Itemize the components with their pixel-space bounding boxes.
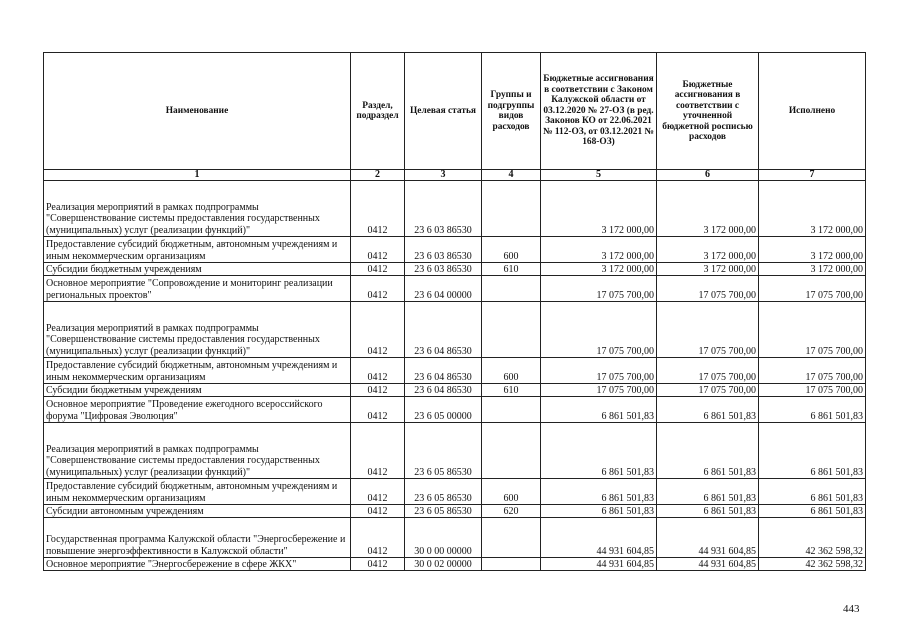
row-name: Реализация мероприятий в рамках подпрограммы "Совершенствование системы предоставления государственных (муниципальных) услуг (реализации функций)": [44, 302, 351, 358]
row-refined-amount: 3 172 000,00: [657, 237, 759, 263]
row-refined-amount: 6 861 501,83: [657, 423, 759, 479]
row-executed-amount: 6 861 501,83: [759, 397, 866, 423]
row-refined-amount: 6 861 501,83: [657, 397, 759, 423]
table-row: [44, 263, 866, 276]
row-law-amount: 6 861 501,83: [541, 479, 657, 505]
table-row: [44, 358, 866, 384]
row-law-amount: 6 861 501,83: [541, 423, 657, 479]
page-number: 443: [843, 603, 860, 615]
table-row: [44, 384, 866, 397]
row-refined-amount: 44 931 604,85: [657, 558, 759, 571]
row-executed-amount: 3 172 000,00: [759, 237, 866, 263]
row-target: 23 6 04 86530: [405, 302, 482, 358]
row-group: [482, 423, 541, 479]
header-row: [44, 53, 866, 170]
row-name: Субсидии бюджетным учреждениям: [44, 263, 351, 276]
table-row: [44, 237, 866, 263]
row-executed-amount: 6 861 501,83: [759, 505, 866, 518]
row-target: 23 6 03 86530: [405, 181, 482, 237]
row-executed-amount: 42 362 598,32: [759, 518, 866, 558]
row-name: Основное мероприятие "Сопровождение и мониторинг реализации региональных проектов": [44, 276, 351, 302]
row-law-amount: 17 075 700,00: [541, 384, 657, 397]
header-section: Раздел, подраздел: [351, 53, 405, 170]
column-number: 3: [405, 170, 482, 181]
row-refined-amount: 3 172 000,00: [657, 181, 759, 237]
row-group: [482, 397, 541, 423]
row-name: Основное мероприятие "Проведение ежегодного всероссийского форума "Цифровая Эволюция": [44, 397, 351, 423]
table-row: [44, 397, 866, 423]
header-law: Бюджетные ассигнования в соответствии с Законом Калужской области от 03.12.2020 № 27-ОЗ (в ред. Законов КО от 22.06.2021 № 112-ОЗ, от 03.12.2021 № 168-ОЗ): [541, 53, 657, 170]
header-groups: Группы и подгруппы видов расходов: [482, 53, 541, 170]
row-section: 0412: [351, 397, 405, 423]
row-refined-amount: 44 931 604,85: [657, 518, 759, 558]
row-target: 23 6 05 00000: [405, 397, 482, 423]
column-number: 1: [44, 170, 351, 181]
row-target: 23 6 05 86530: [405, 479, 482, 505]
row-name: Реализация мероприятий в рамках подпрограммы "Совершенствование системы предоставления государственных (муниципальных) услуг (реализации функций)": [44, 181, 351, 237]
row-target: 23 6 05 86530: [405, 423, 482, 479]
row-target: 30 0 00 00000: [405, 518, 482, 558]
row-target: 23 6 04 86530: [405, 358, 482, 384]
row-refined-amount: 17 075 700,00: [657, 384, 759, 397]
row-name: Субсидии автономным учреждениям: [44, 505, 351, 518]
row-name: Субсидии бюджетным учреждениям: [44, 384, 351, 397]
row-refined-amount: 6 861 501,83: [657, 505, 759, 518]
row-target: 23 6 03 86530: [405, 263, 482, 276]
row-target: 23 6 05 86530: [405, 505, 482, 518]
row-law-amount: 17 075 700,00: [541, 302, 657, 358]
row-group: [482, 302, 541, 358]
table-row: [44, 518, 866, 558]
row-target: 23 6 04 86530: [405, 384, 482, 397]
row-law-amount: 3 172 000,00: [541, 237, 657, 263]
row-group: [482, 558, 541, 571]
row-name: Предоставление субсидий бюджетным, автономным учреждениям и иным некоммерческим организациям: [44, 358, 351, 384]
row-group: 620: [482, 505, 541, 518]
row-target: 23 6 03 86530: [405, 237, 482, 263]
row-section: 0412: [351, 505, 405, 518]
row-executed-amount: 3 172 000,00: [759, 263, 866, 276]
row-law-amount: 6 861 501,83: [541, 397, 657, 423]
row-group: [482, 276, 541, 302]
row-section: 0412: [351, 384, 405, 397]
column-number: 4: [482, 170, 541, 181]
row-section: 0412: [351, 263, 405, 276]
row-law-amount: 17 075 700,00: [541, 276, 657, 302]
row-law-amount: 3 172 000,00: [541, 181, 657, 237]
row-name: Государственная программа Калужской области "Энергосбережение и повышение энергоэффективности в Калужской области": [44, 518, 351, 558]
table-row: [44, 276, 866, 302]
header-executed: Исполнено: [759, 53, 866, 170]
row-section: 0412: [351, 237, 405, 263]
row-target: 23 6 04 00000: [405, 276, 482, 302]
row-refined-amount: 17 075 700,00: [657, 358, 759, 384]
row-section: 0412: [351, 276, 405, 302]
row-section: 0412: [351, 302, 405, 358]
row-refined-amount: 17 075 700,00: [657, 276, 759, 302]
row-law-amount: 44 931 604,85: [541, 518, 657, 558]
row-executed-amount: 17 075 700,00: [759, 384, 866, 397]
column-number: 2: [351, 170, 405, 181]
header-name: Наименование: [44, 53, 351, 170]
column-number-row: [44, 170, 866, 181]
row-name: Предоставление субсидий бюджетным, автономным учреждениям и иным некоммерческим организациям: [44, 237, 351, 263]
table-row: [44, 479, 866, 505]
row-executed-amount: 3 172 000,00: [759, 181, 866, 237]
table-row: [44, 181, 866, 237]
header-refined: Бюджетные ассигнования в соответствии с уточненной бюджетной росписью расходов: [657, 53, 759, 170]
row-law-amount: 3 172 000,00: [541, 263, 657, 276]
row-executed-amount: 6 861 501,83: [759, 423, 866, 479]
header-target: Целевая статья: [405, 53, 482, 170]
table-row: [44, 302, 866, 358]
row-section: 0412: [351, 479, 405, 505]
table-row: [44, 558, 866, 571]
column-number: 5: [541, 170, 657, 181]
row-executed-amount: 42 362 598,32: [759, 558, 866, 571]
table-row: [44, 505, 866, 518]
row-section: 0412: [351, 518, 405, 558]
row-name: Предоставление субсидий бюджетным, автономным учреждениям и иным некоммерческим организациям: [44, 479, 351, 505]
row-law-amount: 17 075 700,00: [541, 358, 657, 384]
row-group: 610: [482, 263, 541, 276]
row-law-amount: 44 931 604,85: [541, 558, 657, 571]
budget-table: [43, 52, 866, 571]
row-section: 0412: [351, 358, 405, 384]
row-group: 600: [482, 237, 541, 263]
row-group: 600: [482, 479, 541, 505]
row-target: 30 0 02 00000: [405, 558, 482, 571]
column-number: 7: [759, 170, 866, 181]
row-group: 600: [482, 358, 541, 384]
row-name: Реализация мероприятий в рамках подпрограммы "Совершенствование системы предоставления государственных (муниципальных) услуг (реализации функций)": [44, 423, 351, 479]
table-row: [44, 423, 866, 479]
row-executed-amount: 6 861 501,83: [759, 479, 866, 505]
row-law-amount: 6 861 501,83: [541, 505, 657, 518]
row-executed-amount: 17 075 700,00: [759, 358, 866, 384]
row-group: 610: [482, 384, 541, 397]
row-section: 0412: [351, 558, 405, 571]
row-refined-amount: 17 075 700,00: [657, 302, 759, 358]
row-group: [482, 181, 541, 237]
row-executed-amount: 17 075 700,00: [759, 276, 866, 302]
row-refined-amount: 6 861 501,83: [657, 479, 759, 505]
row-section: 0412: [351, 181, 405, 237]
row-section: 0412: [351, 423, 405, 479]
row-executed-amount: 17 075 700,00: [759, 302, 866, 358]
row-name: Основное мероприятие "Энергосбережение в сфере ЖКХ": [44, 558, 351, 571]
row-group: [482, 518, 541, 558]
row-refined-amount: 3 172 000,00: [657, 263, 759, 276]
column-number: 6: [657, 170, 759, 181]
